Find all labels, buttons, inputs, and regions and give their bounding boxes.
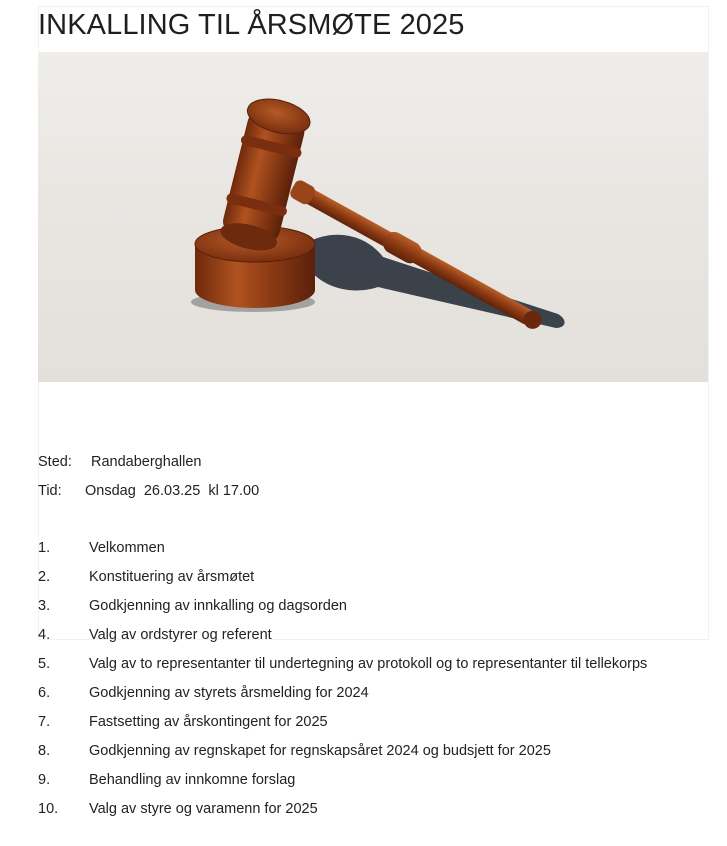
agenda-number: 8. [38, 743, 51, 759]
agenda-number: 9. [38, 772, 51, 788]
agenda-number: 5. [38, 656, 51, 672]
meeting-time [38, 481, 259, 501]
agenda-text: Velkommen [89, 540, 165, 556]
agenda-number: 4. [38, 627, 51, 643]
time-label: Tid: [38, 483, 62, 499]
agenda-item [38, 538, 647, 567]
agenda-number: 3. [38, 598, 51, 614]
agenda-item [38, 567, 647, 596]
agenda-item [38, 625, 647, 654]
meeting-place [38, 452, 201, 472]
agenda-text: Valg av to representanter til undertegning av protokoll og to representanter til tellekorps [89, 656, 648, 672]
agenda-text: Fastsetting av årskontingent for 2025 [89, 714, 328, 730]
agenda-text: Godkjenning av styrets årsmelding for 2024 [89, 685, 369, 701]
place-value: Randaberghallen [91, 454, 202, 470]
agenda-number: 10. [38, 801, 59, 817]
agenda-item [38, 654, 647, 683]
agenda-number: 1. [38, 540, 51, 556]
agenda-item [38, 770, 647, 799]
agenda-text: Valg av styre og varamenn for 2025 [89, 801, 318, 817]
agenda-text: Godkjenning av regnskapet for regnskapsåret 2024 og budsjett for 2025 [89, 743, 551, 759]
time-value: Onsdag 26.03.25 kl 17.00 [85, 483, 260, 499]
agenda-item [38, 596, 647, 625]
agenda-item [38, 712, 647, 741]
gavel-illustration [38, 52, 708, 382]
page-title: INKALLING TIL ÅRSMØTE 2025 [38, 9, 465, 41]
gavel-photo [38, 52, 708, 382]
agenda-text: Behandling av innkomne forslag [89, 772, 296, 788]
agenda-item [38, 741, 647, 770]
agenda-number: 7. [38, 714, 51, 730]
agenda-number: 2. [38, 569, 51, 585]
agenda-list [38, 538, 647, 828]
agenda-item [38, 799, 647, 828]
agenda-number: 6. [38, 685, 51, 701]
agenda-text: Konstituering av årsmøtet [89, 569, 255, 585]
place-label: Sted: [38, 454, 72, 470]
agenda-text: Valg av ordstyrer og referent [89, 627, 272, 643]
agenda-item [38, 683, 647, 712]
agenda-text: Godkjenning av innkalling og dagsorden [89, 598, 347, 614]
